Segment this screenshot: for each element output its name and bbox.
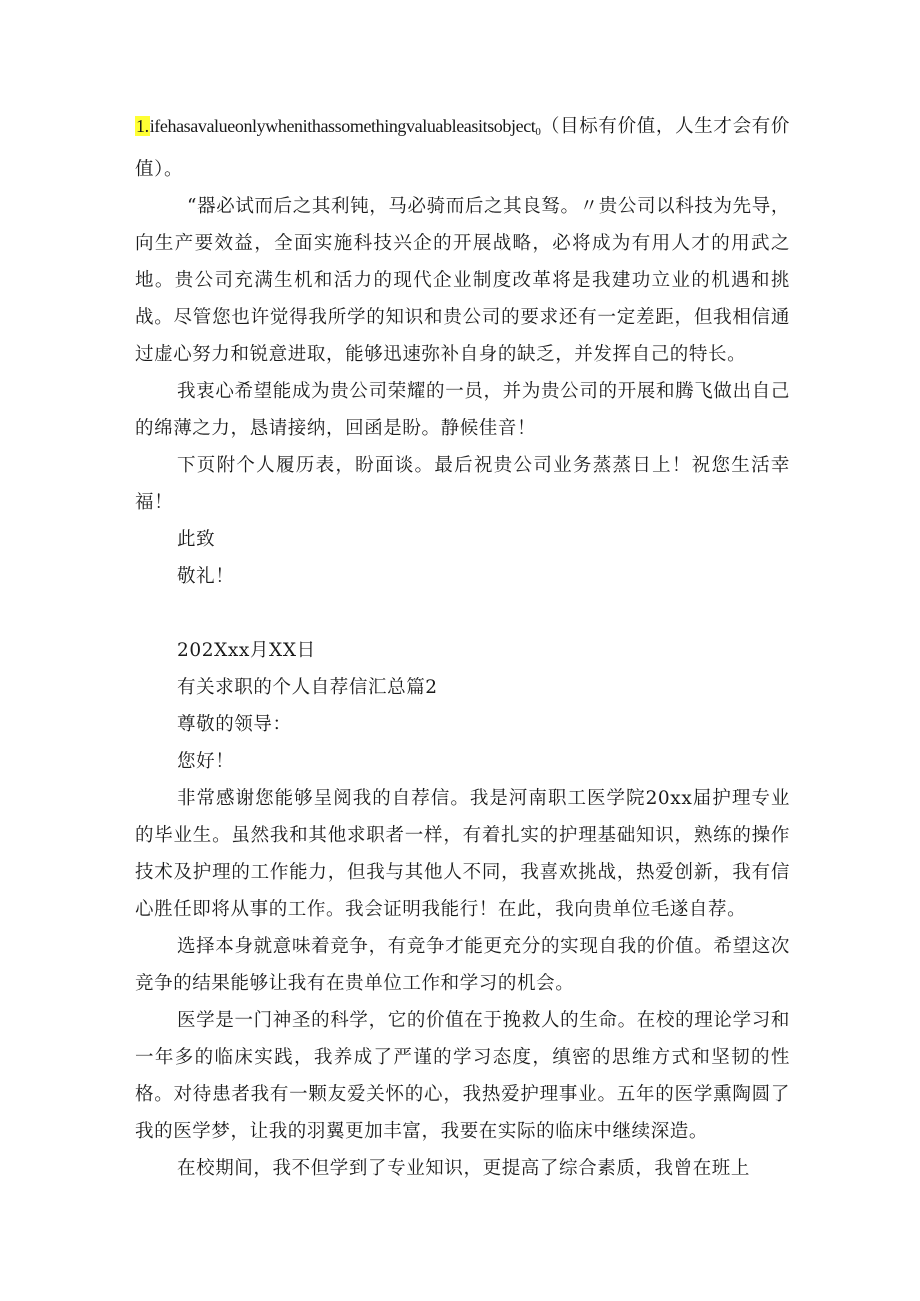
paragraph-attachment: 下页附个人履历表，盼面谈。最后祝贵公司业务蒸蒸日上！祝您生活幸福！ (135, 455, 790, 513)
closing-line-2: 敬礼！ (177, 566, 235, 587)
document-body (135, 108, 790, 1187)
quote-translation: （目标有价值，人生才会有价值）。 (135, 116, 790, 180)
spacer (135, 595, 790, 632)
paragraph-medicine: 医学是一门神圣的科学，它的价值在于挽救人的生命。在校的理论学习和一年多的临床实践，我养成了严谨的学习态度，缜密的思维方式和坚韧的性格。对待患者我有一颗友爱关怀的心，我热爱护理事业。五年的医学熏陶圆了我的医学梦，让我的羽翼更加丰富，我要在实际的临床中继续深造。 (135, 1010, 790, 1142)
english-quote-text: ifehasavalueonlywhenithassomethingvaluableasitsobject (149, 116, 536, 136)
subscript-mark: 0 (535, 126, 541, 138)
paragraph-competition: 选择本身就意味着竞争，有竞争才能更充分的实现自我的价值。希望这次竞争的结果能够让我有在贵单位工作和学习的机会。 (135, 936, 790, 994)
section-title: 有关求职的个人自荐信汇总篇2 (177, 677, 438, 698)
closing-line-1: 此致 (177, 529, 216, 550)
salutation: 尊敬的领导： (177, 714, 292, 735)
paragraph-company: “器必试而后之其利钝，马必骑而后之其良驽。〃贵公司以科技为先导，向生产要效益，全面实施科技兴企的开展战略，必将成为有用人才的用武之地。贵公司充满生机和活力的现代企业制度改革将是我建功立业的机遇和挑战。尽管您也许觉得我所学的知识和贵公司的要求还有一定差距，但我相信通过虚心努力和锐意进取，能够迅速弥补自身的缺乏，并发挥自己的特长。 (135, 196, 790, 365)
paragraph-hope: 我衷心希望能成为贵公司荣耀的一员，并为贵公司的开展和腾飞做出自己的绵薄之力，恳请接纳，回函是盼。静候佳音！ (135, 381, 790, 439)
letter-date: 202Xxx月XX日 (177, 640, 316, 661)
paragraph-intro-quote (135, 108, 790, 188)
greeting: 您好！ (177, 751, 235, 772)
paragraph-school: 在校期间，我不但学到了专业知识，更提高了综合素质，我曾在班上 (177, 1158, 751, 1179)
highlighted-text: 1. (136, 116, 149, 136)
paragraph-self-intro: 非常感谢您能够呈阅我的自荐信。我是河南职工医学院20xx届护理专业的毕业生。虽然我和其他求职者一样，有着扎实的护理基础知识，熟练的操作技术及护理的工作能力，但我与其他人不同，我喜欢挑战，热爱创新，我有信心胜任即将从事的工作。我会证明我能行！在此，我向贵单位毛遂自荐。 (135, 788, 790, 920)
english-quote (135, 116, 541, 136)
